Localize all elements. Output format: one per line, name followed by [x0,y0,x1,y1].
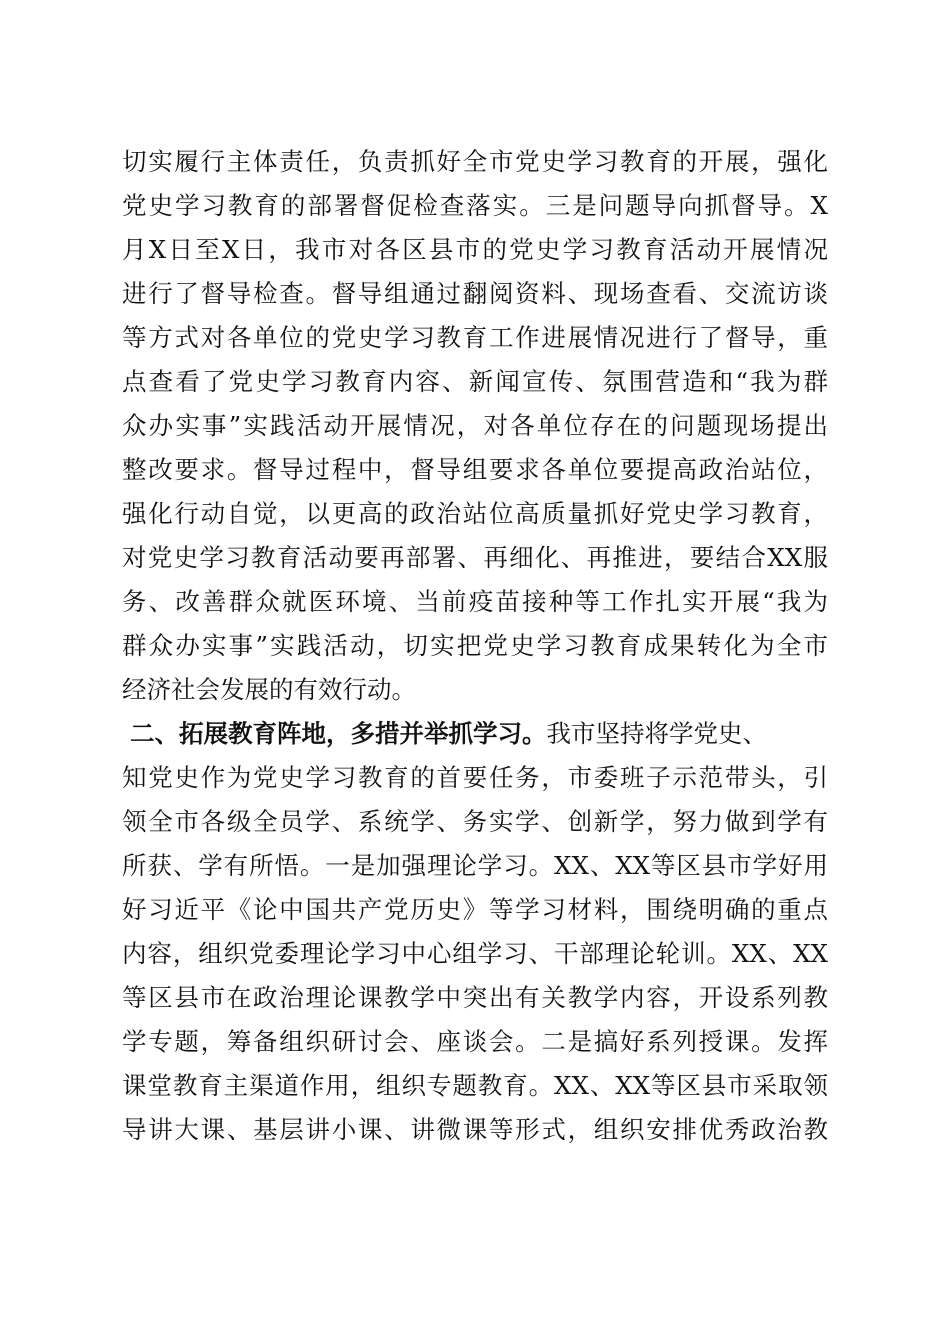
section-heading-line [130,714,828,754]
body-text-line: 导讲大课、基层讲小课、讲微课等形式，组织安排优秀政治教 [122,1115,828,1144]
section-heading: 二、拓展教育阵地，多措并举抓学习。 [130,719,547,748]
body-text-line: 众办实事”实践活动开展情况，对各单位存在的问题现场提出 [122,411,828,440]
body-text-line: 经济社会发展的有效行动。 [122,675,416,704]
body-text-line: 所获、学有所悟。一是加强理论学习。XX、XX等区县市学好用 [122,851,828,880]
body-text-line: 进行了督导检查。督导组通过翻阅资料、现场查看、交流访谈 [122,279,828,308]
body-text-line: 学专题，筹备组织研讨会、座谈会。二是搞好系列授课。发挥 [122,1027,828,1056]
body-text-line: 党史学习教育的部署督促检查落实。三是问题导向抓督导。X [122,191,828,220]
body-text-line: 好习近平《论中国共产党历史》等学习材料，围绕明确的重点 [122,895,828,924]
body-text-line: 月X日至X日，我市对各区县市的党史学习教育活动开展情况 [122,235,828,264]
section-heading-continuation: 我市坚持将学党史、 [546,719,767,748]
body-text-line: 点查看了党史学习教育内容、新闻宣传、氛围营造和“我为群 [122,367,828,396]
body-text-line: 整改要求。督导过程中，督导组要求各单位要提高政治站位， [122,455,828,484]
body-text-line: 等方式对各单位的党史学习教育工作进展情况进行了督导，重 [122,323,828,352]
body-text-line: 课堂教育主渠道作用，组织专题教育。XX、XX等区县市采取领 [122,1071,828,1100]
body-text-line: 内容，组织党委理论学习中心组学习、干部理论轮训。XX、XX [122,939,828,968]
body-text-line: 知党史作为党史学习教育的首要任务，市委班子示范带头，引 [122,763,828,792]
body-text-line: 领全市各级全员学、系统学、务实学、创新学，努力做到学有 [122,807,828,836]
body-text-line: 切实履行主体责任，负责抓好全市党史学习教育的开展，强化 [122,147,828,176]
body-text-line: 等区县市在政治理论课教学中突出有关教学内容，开设系列教 [122,983,828,1012]
body-text-line: 强化行动自觉，以更高的政治站位高质量抓好党史学习教育， [122,499,828,528]
body-text-line: 务、改善群众就医环境、当前疫苗接种等工作扎实开展“我为 [122,587,828,616]
body-text-line: 群众办实事”实践活动，切实把党史学习教育成果转化为全市 [122,631,828,660]
body-text-line: 对党史学习教育活动要再部署、再细化、再推进，要结合XX服 [122,543,828,572]
